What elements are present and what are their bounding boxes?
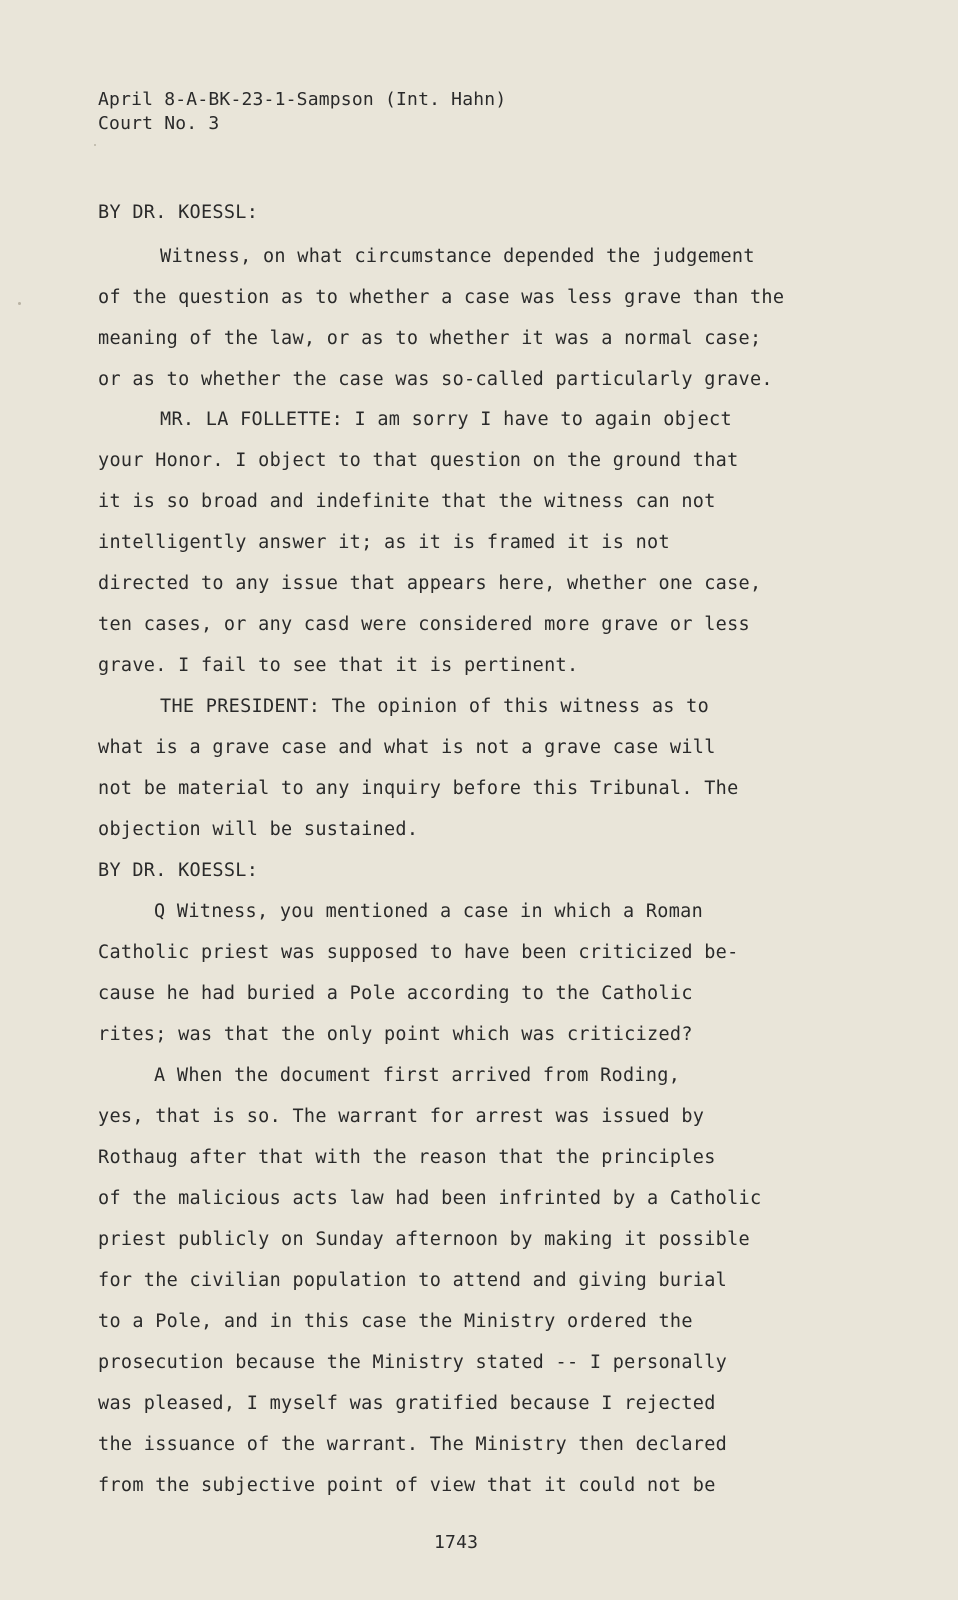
text-line: grave. I fail to see that it is pertinent. [98, 655, 579, 676]
text-line: the issuance of the warrant. The Ministry then declared [98, 1434, 728, 1455]
text-line: yes, that is so. The warrant for arrest was issued by [98, 1106, 705, 1127]
text-line: A When the document first arrived from Roding, [154, 1065, 681, 1086]
text-line: your Honor. I object to that question on the ground that [98, 450, 739, 471]
text-line: for the civilian population to attend and giving burial [98, 1270, 728, 1291]
text-line: objection will be sustained. [98, 819, 419, 840]
text-line: ten cases, or any casd were considered more grave or less [98, 614, 750, 635]
text-line: THE PRESIDENT: The opinion of this witness as to [160, 696, 710, 717]
text-line: from the subjective point of view that it could not be [98, 1475, 716, 1496]
header-court-number: Court No. 3 [98, 113, 220, 134]
text-line: it is so broad and indefinite that the witness can not [98, 491, 716, 512]
text-line: of the malicious acts law had been infrinted by a Catholic [98, 1188, 762, 1209]
text-line: Q Witness, you mentioned a case in which a Roman [154, 901, 704, 922]
text-line: intelligently answer it; as it is framed it is not [98, 532, 670, 553]
paper-speck [94, 144, 96, 146]
text-line: priest publicly on Sunday afternoon by making it possible [98, 1229, 750, 1250]
text-line: of the question as to whether a case was less grave than the [98, 287, 785, 308]
text-line: or as to whether the case was so-called particularly grave. [98, 369, 773, 390]
speaker-line: BY DR. KOESSL: [98, 860, 259, 881]
text-line: Catholic priest was supposed to have been criticized be- [98, 942, 739, 963]
text-line: directed to any issue that appears here, whether one case, [98, 573, 762, 594]
text-line: Rothaug after that with the reason that the principles [98, 1147, 716, 1168]
text-line: to a Pole, and in this case the Ministry ordered the [98, 1311, 693, 1332]
speaker-line: BY DR. KOESSL: [98, 202, 259, 223]
text-line: not be material to any inquiry before this Tribunal. The [98, 778, 739, 799]
document-header [98, 88, 506, 136]
text-line: rites; was that the only point which was criticized? [98, 1024, 693, 1045]
text-line: what is a grave case and what is not a grave case will [98, 737, 716, 758]
text-line: Witness, on what circumstance depended the judgement [160, 246, 755, 267]
text-line: meaning of the law, or as to whether it was a normal case; [98, 328, 762, 349]
text-line: MR. LA FOLLETTE: I am sorry I have to again object [160, 409, 732, 430]
paper-speck [18, 302, 21, 305]
header-case-reference: April 8-A-BK-23-1-Sampson (Int. Hahn) [98, 89, 507, 110]
text-line: was pleased, I myself was gratified because I rejected [98, 1393, 716, 1414]
text-line: cause he had buried a Pole according to the Catholic [98, 983, 693, 1004]
page-number: 1743 [434, 1532, 479, 1553]
text-line: prosecution because the Ministry stated -- I personally [98, 1352, 728, 1373]
